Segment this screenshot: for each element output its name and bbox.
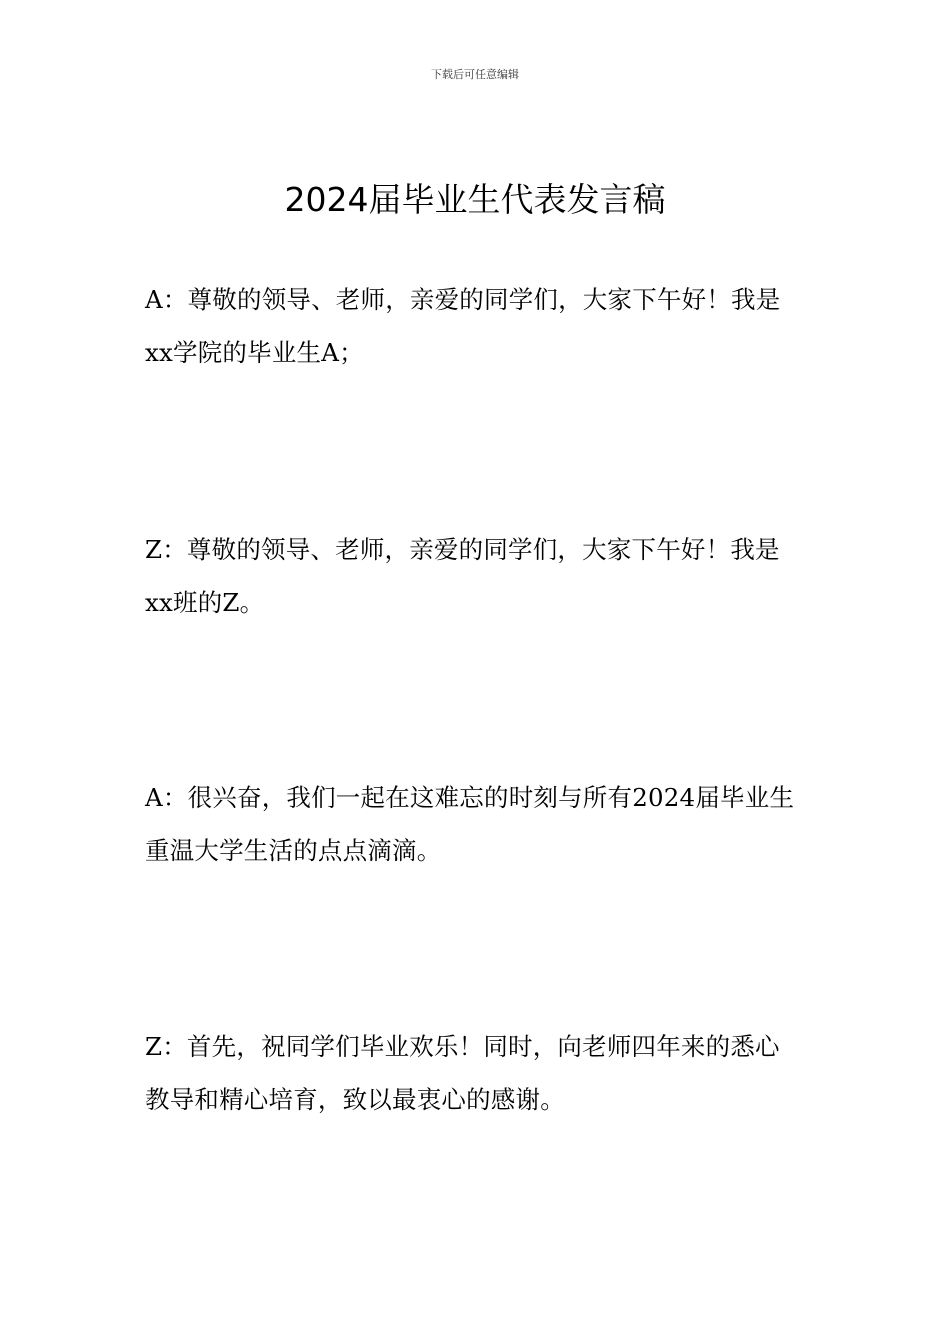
speech-paragraph [145, 1020, 810, 1126]
paragraph-line: Z：首先，祝同学们毕业欢乐！同时，向老师四年来的悉心 [145, 1032, 780, 1061]
paragraph-line: 重温大学生活的点点滴滴。 [145, 836, 442, 865]
paragraph-line: 教导和精心培育，致以最衷心的感谢。 [145, 1085, 565, 1114]
paragraph-line: A：尊敬的领导、老师，亲爱的同学们，大家下午好！我是 [145, 285, 781, 314]
paragraph-line: Z：尊敬的领导、老师，亲爱的同学们，大家下午好！我是 [145, 535, 780, 564]
speech-paragraph [145, 771, 810, 877]
speech-paragraph [145, 273, 810, 379]
header-note: 下载后可任意编辑 [431, 68, 519, 81]
paragraph-line: xx学院的毕业生A； [145, 338, 364, 367]
paragraph-line: A：很兴奋，我们一起在这难忘的时刻与所有2024届毕业生 [145, 783, 795, 812]
document-title: 2024届毕业生代表发言稿 [284, 180, 666, 219]
speech-paragraph [145, 523, 810, 629]
paragraph-line: xx班的Z。 [145, 588, 265, 617]
